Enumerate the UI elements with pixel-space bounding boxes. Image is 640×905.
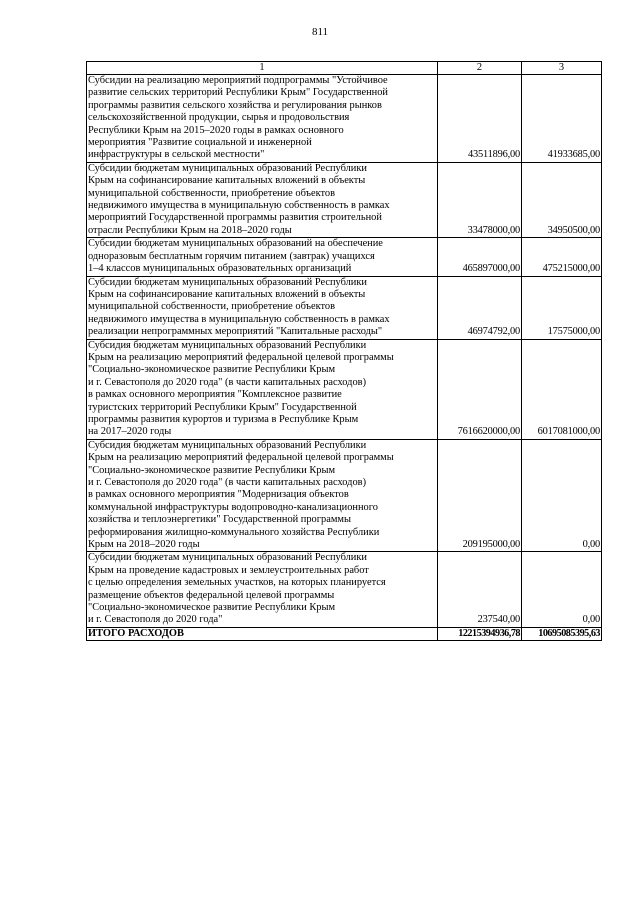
row-description: Субсидия бюджетам муниципальных образований Республики Крым на реализацию мероприятий федеральной целевой программы "Социально-экономическое развитие Республики Крым и г. Севастополя до 2020 года" (в части капитальных расходов) в рамках основного мероприятия "Комплексное развитие туристских территорий Республики Крым" Государственной программы развития курортов и туризма в Республике Крым на 2017–2020 годы bbox=[87, 339, 438, 439]
column-header-3: 3 bbox=[522, 62, 602, 75]
table-row bbox=[87, 276, 602, 339]
row-amount-col2: 33478000,00 bbox=[438, 162, 522, 237]
row-amount-col2: 237540,00 bbox=[438, 552, 522, 627]
row-amount-col3: 17575000,00 bbox=[522, 276, 602, 339]
total-amount-col3: 10695085395,63 bbox=[522, 627, 602, 640]
row-description: Субсидии бюджетам муниципальных образований Республики Крым на софинансирование капитальных вложений в объекты муниципальной собственности, приобретение объектов недвижимого имущества в муниципальную собственность в рамках реализации непрограммных мероприятий "Капитальные расходы" bbox=[87, 276, 438, 339]
column-header-2: 2 bbox=[438, 62, 522, 75]
total-amount-col2: 12215394936,78 bbox=[438, 627, 522, 640]
row-description: Субсидии бюджетам муниципальных образований Республики Крым на проведение кадастровых и землеустроительных работ с целью определения земельных участков, на которых планируется размещение объектов федеральной целевой программы "Социально-экономическое развитие Республики Крым и г. Севастополя до 2020 года" bbox=[87, 552, 438, 627]
row-amount-col2: 46974792,00 bbox=[438, 276, 522, 339]
row-description: Субсидии на реализацию мероприятий подпрограммы "Устойчивое развитие сельских территорий Республики Крым" Государственной программы развития сельского хозяйства и регулирования рынков сельскохозяйственной продукции, сырья и продовольствия Республики Крым на 2015–2020 годы в рамках основного мероприятия "Развитие социальной и инженерной инфраструктуры в сельской местности" bbox=[87, 75, 438, 163]
row-amount-col2: 465897000,00 bbox=[438, 238, 522, 276]
table-row bbox=[87, 552, 602, 627]
table-row bbox=[87, 75, 602, 163]
row-description: Субсидия бюджетам муниципальных образований Республики Крым на реализацию мероприятий федеральной целевой программы "Социально-экономическое развитие Республики Крым и г. Севастополя до 2020 года" (в части капитальных расходов) в рамках основного мероприятия "Модернизация объектов коммунальной инфраструктуры водопроводно-канализационного хозяйства и теплоэнергетики" Государственной программы реформирования жилищно-коммунального хозяйства Республики Крым на 2018–2020 годы bbox=[87, 439, 438, 552]
column-header-1: 1 bbox=[87, 62, 438, 75]
table-row bbox=[87, 439, 602, 552]
row-amount-col3: 34950500,00 bbox=[522, 162, 602, 237]
row-amount-col2: 209195000,00 bbox=[438, 439, 522, 552]
row-amount-col3: 0,00 bbox=[522, 552, 602, 627]
page-number: 811 bbox=[311, 26, 329, 38]
table-row bbox=[87, 238, 602, 276]
row-amount-col3: 475215000,00 bbox=[522, 238, 602, 276]
table-row bbox=[87, 162, 602, 237]
table-row bbox=[87, 339, 602, 439]
row-amount-col3: 41933685,00 bbox=[522, 75, 602, 163]
row-amount-col3: 0,00 bbox=[522, 439, 602, 552]
row-amount-col2: 7616620000,00 bbox=[438, 339, 522, 439]
row-description: Субсидии бюджетам муниципальных образований Республики Крым на софинансирование капитальных вложений в объекты муниципальной собственности, приобретение объектов недвижимого имущества в муниципальную собственность в рамках мероприятий Государственной программы развития строительной отрасли Республики Крым на 2018–2020 годы bbox=[87, 162, 438, 237]
total-label: ИТОГО РАСХОДОВ bbox=[87, 627, 438, 640]
row-description: Субсидии бюджетам муниципальных образований на обеспечение одноразовым бесплатным горячим питанием (завтрак) учащихся 1–4 классов муниципальных образовательных организаций bbox=[87, 238, 438, 276]
total-row bbox=[87, 627, 602, 640]
row-amount-col3: 6017081000,00 bbox=[522, 339, 602, 439]
table-header-row bbox=[87, 62, 602, 75]
expenditure-table bbox=[86, 61, 602, 641]
row-amount-col2: 43511896,00 bbox=[438, 75, 522, 163]
